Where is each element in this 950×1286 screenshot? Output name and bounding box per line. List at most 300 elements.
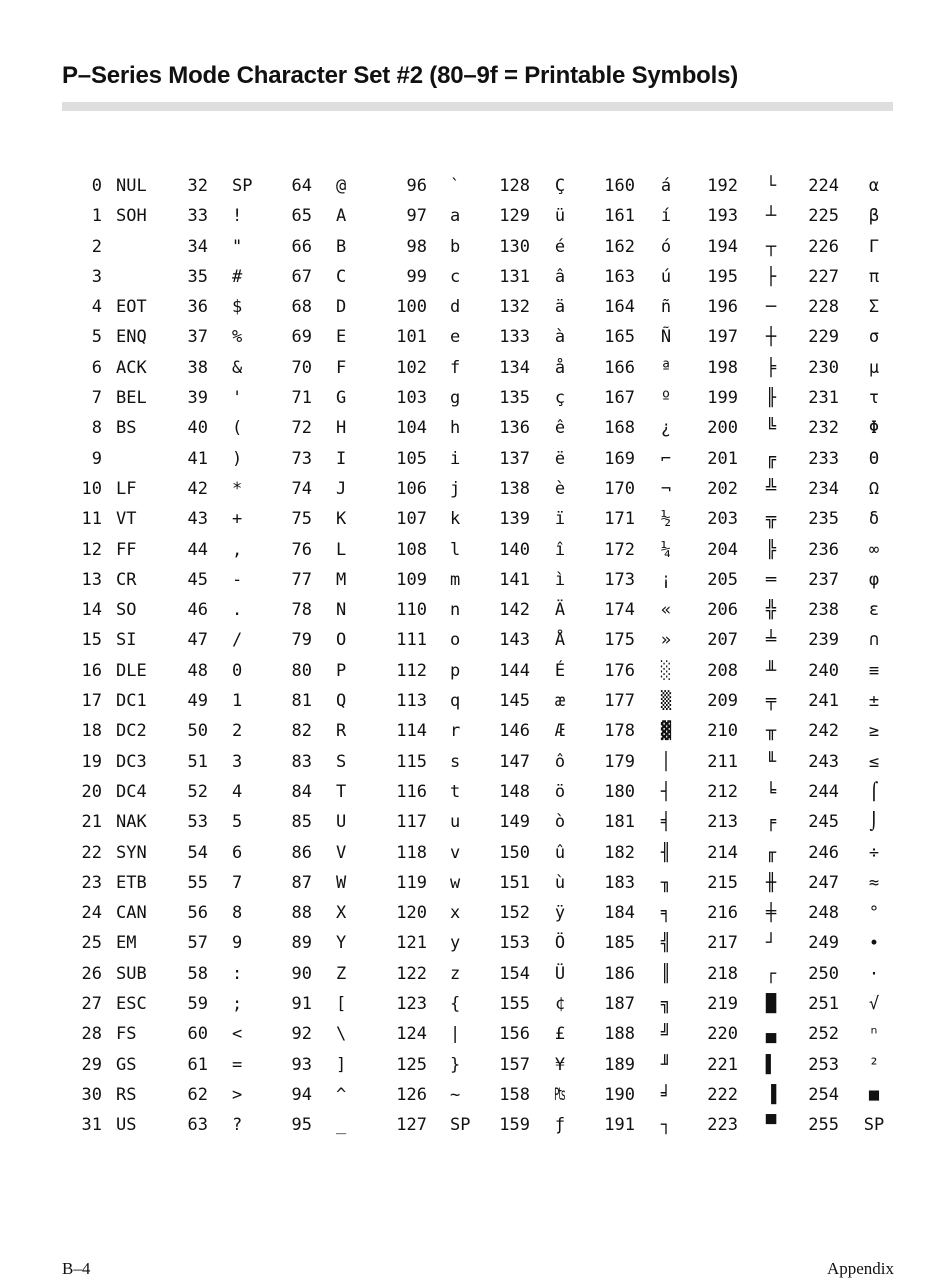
char-code: 21 <box>81 812 102 833</box>
char-symbol: ETB <box>116 872 147 893</box>
char-symbol: ç <box>554 388 566 409</box>
char-code: 36 <box>187 297 208 318</box>
char-symbol: 6 <box>232 842 243 863</box>
table-row <box>62 444 892 474</box>
char-symbol: ⁿ <box>868 1024 880 1045</box>
char-symbol: ) <box>232 448 243 469</box>
char-code: 214 <box>707 842 738 863</box>
char-symbol: í <box>660 206 672 227</box>
char-code: 131 <box>499 266 530 287</box>
char-code: 210 <box>707 721 738 742</box>
char-code: 102 <box>396 357 427 378</box>
char-code: 158 <box>499 1084 530 1105</box>
char-symbol: DC2 <box>116 721 147 742</box>
char-code: 65 <box>291 206 312 227</box>
char-code: 76 <box>291 539 312 560</box>
char-code: 112 <box>396 660 427 681</box>
char-code: 44 <box>187 539 208 560</box>
char-code: 22 <box>81 842 102 863</box>
char-code: 3 <box>91 266 102 287</box>
char-symbol: ╡ <box>660 812 672 833</box>
char-code: 251 <box>808 994 839 1015</box>
char-code: 45 <box>187 569 208 590</box>
char-symbol: ì <box>554 569 566 590</box>
char-symbol: ₧ <box>554 1084 566 1105</box>
table-row <box>62 1050 892 1080</box>
char-symbol: DLE <box>116 660 147 681</box>
char-symbol: # <box>232 266 243 287</box>
char-code: 52 <box>187 781 208 802</box>
char-code: 17 <box>81 691 102 712</box>
char-code: 103 <box>396 388 427 409</box>
char-symbol: ┼ <box>765 327 777 348</box>
char-symbol: C <box>336 266 347 287</box>
footer-section-label: Appendix <box>826 1259 894 1278</box>
char-code: 242 <box>808 721 839 742</box>
char-symbol: ⌡ <box>868 812 880 833</box>
char-symbol: 0 <box>232 660 243 681</box>
char-code: 139 <box>499 509 530 530</box>
char-code: 49 <box>187 691 208 712</box>
char-code: 201 <box>707 448 738 469</box>
char-code: 119 <box>396 872 427 893</box>
char-code: 31 <box>81 1115 102 1136</box>
char-code: 73 <box>291 448 312 469</box>
char-code: 240 <box>808 660 839 681</box>
char-code: 86 <box>291 842 312 863</box>
char-code: 241 <box>808 691 839 712</box>
char-symbol: ▄ <box>765 1024 777 1045</box>
char-code: 70 <box>291 357 312 378</box>
char-symbol: î <box>554 539 566 560</box>
char-symbol: . <box>232 600 243 621</box>
char-symbol: X <box>336 903 347 924</box>
char-symbol: ENQ <box>116 327 147 348</box>
char-symbol: [ <box>336 994 347 1015</box>
char-symbol: F <box>336 357 347 378</box>
char-symbol: ò <box>554 812 566 833</box>
char-symbol: ╔ <box>765 448 777 469</box>
char-code: 6 <box>91 357 102 378</box>
char-code: 83 <box>291 751 312 772</box>
char-code: 12 <box>81 539 102 560</box>
char-code: 62 <box>187 1084 208 1105</box>
char-symbol: SP <box>232 176 253 196</box>
char-symbol: m <box>450 569 461 590</box>
char-code: 211 <box>707 751 738 772</box>
char-symbol: ╢ <box>660 842 672 863</box>
char-code: 159 <box>499 1115 530 1136</box>
char-symbol: σ <box>868 327 880 348</box>
char-symbol: ± <box>868 691 880 712</box>
char-code: 190 <box>604 1084 635 1105</box>
char-code: 7 <box>91 388 102 409</box>
char-symbol: ¡ <box>660 569 672 590</box>
char-symbol: ╬ <box>765 600 777 621</box>
char-symbol: s <box>450 751 461 772</box>
char-symbol: l <box>450 539 461 560</box>
table-row <box>62 686 892 716</box>
char-code: 94 <box>291 1084 312 1105</box>
char-symbol: ° <box>868 903 880 924</box>
char-symbol: ┴ <box>765 206 777 227</box>
char-symbol: 4 <box>232 781 243 802</box>
char-symbol: & <box>232 357 243 378</box>
char-code: 234 <box>808 478 839 499</box>
char-symbol: ¢ <box>554 994 566 1015</box>
char-code: 129 <box>499 206 530 227</box>
char-symbol: u <box>450 812 461 833</box>
char-code: 182 <box>604 842 635 863</box>
char-code: 135 <box>499 388 530 409</box>
table-row <box>62 747 892 777</box>
char-code: 34 <box>187 236 208 257</box>
char-code: 40 <box>187 418 208 439</box>
char-symbol: SUB <box>116 963 147 984</box>
char-code: 188 <box>604 1024 635 1045</box>
char-code: 106 <box>396 478 427 499</box>
char-code: 96 <box>406 176 427 196</box>
char-symbol: └ <box>765 176 777 196</box>
char-symbol: M <box>336 569 347 590</box>
char-symbol: Å <box>554 630 566 651</box>
char-symbol: * <box>232 478 243 499</box>
char-code: 19 <box>81 751 102 772</box>
char-code: 87 <box>291 872 312 893</box>
char-code: 176 <box>604 660 635 681</box>
char-symbol: ┘ <box>765 933 777 954</box>
char-symbol: ∩ <box>868 630 880 651</box>
table-row <box>62 1019 892 1049</box>
char-code: 209 <box>707 691 738 712</box>
char-code: 79 <box>291 630 312 651</box>
char-code: 39 <box>187 388 208 409</box>
char-code: 4 <box>91 297 102 318</box>
table-row <box>62 292 892 322</box>
char-symbol: j <box>450 478 461 499</box>
char-code: 222 <box>707 1084 738 1105</box>
char-code: 97 <box>406 206 427 227</box>
char-code: 8 <box>91 418 102 439</box>
char-symbol: SO <box>116 600 137 621</box>
char-symbol: SI <box>116 630 137 651</box>
char-symbol: ( <box>232 418 243 439</box>
char-code: 85 <box>291 812 312 833</box>
char-code: 68 <box>291 297 312 318</box>
char-symbol: 2 <box>232 721 243 742</box>
char-code: 205 <box>707 569 738 590</box>
char-code: 235 <box>808 509 839 530</box>
char-code: 126 <box>396 1084 427 1105</box>
char-symbol: { <box>450 994 461 1015</box>
char-symbol: ╣ <box>660 933 672 954</box>
char-symbol: π <box>868 266 880 287</box>
char-code: 93 <box>291 1054 312 1075</box>
char-code: 95 <box>291 1115 312 1136</box>
char-code: 170 <box>604 478 635 499</box>
char-symbol: ÿ <box>554 903 566 924</box>
char-code: 185 <box>604 933 635 954</box>
char-code: 157 <box>499 1054 530 1075</box>
char-code: 47 <box>187 630 208 651</box>
char-code: 90 <box>291 963 312 984</box>
char-symbol: Ö <box>554 933 566 954</box>
char-code: 161 <box>604 206 635 227</box>
char-symbol: % <box>232 327 243 348</box>
char-symbol: ╩ <box>765 478 777 499</box>
char-symbol: : <box>232 963 243 984</box>
char-code: 202 <box>707 478 738 499</box>
char-code: 248 <box>808 903 839 924</box>
char-code: 143 <box>499 630 530 651</box>
char-symbol: Æ <box>554 721 566 742</box>
char-code: 60 <box>187 1024 208 1045</box>
char-symbol: ESC <box>116 994 147 1015</box>
char-code: 146 <box>499 721 530 742</box>
char-code: 110 <box>396 600 427 621</box>
char-code: 145 <box>499 691 530 712</box>
char-symbol: Q <box>336 691 347 712</box>
char-symbol: f <box>450 357 461 378</box>
char-symbol: CAN <box>116 903 147 924</box>
table-row <box>62 989 892 1019</box>
char-code: 168 <box>604 418 635 439</box>
char-symbol: â <box>554 266 566 287</box>
char-symbol: ACK <box>116 357 147 378</box>
char-code: 127 <box>396 1115 427 1136</box>
char-code: 26 <box>81 963 102 984</box>
char-symbol: N <box>336 600 347 621</box>
char-code: 57 <box>187 933 208 954</box>
char-symbol: α <box>868 176 880 196</box>
char-symbol: Σ <box>868 297 880 318</box>
char-symbol: x <box>450 903 461 924</box>
char-symbol: RS <box>116 1084 137 1105</box>
char-code: 192 <box>707 176 738 196</box>
table-row <box>62 807 892 837</box>
char-symbol: Ç <box>554 176 566 196</box>
char-symbol: ├ <box>765 266 777 287</box>
char-symbol: } <box>450 1054 461 1075</box>
char-symbol: δ <box>868 509 880 530</box>
char-symbol: τ <box>868 388 880 409</box>
char-code: 229 <box>808 327 839 348</box>
char-symbol: ╠ <box>765 539 777 560</box>
char-code: 233 <box>808 448 839 469</box>
char-symbol: T <box>336 781 347 802</box>
char-symbol: ╪ <box>765 903 777 924</box>
char-code: 84 <box>291 781 312 802</box>
char-code: 162 <box>604 236 635 257</box>
char-code: 9 <box>91 448 102 469</box>
char-symbol: Θ <box>868 448 880 469</box>
char-symbol: 8 <box>232 903 243 924</box>
char-symbol: Y <box>336 933 347 954</box>
char-symbol: GS <box>116 1054 137 1075</box>
char-symbol: I <box>336 448 347 469</box>
char-code: 69 <box>291 327 312 348</box>
char-symbol: Ü <box>554 963 566 984</box>
char-code: 142 <box>499 600 530 621</box>
char-symbol: æ <box>554 691 566 712</box>
table-row <box>62 716 892 746</box>
char-symbol: à <box>554 327 566 348</box>
char-symbol: ⌠ <box>868 781 880 802</box>
char-symbol: ë <box>554 448 566 469</box>
char-symbol: ▒ <box>660 691 672 712</box>
char-code: 238 <box>808 600 839 621</box>
char-symbol: ╜ <box>660 1054 672 1075</box>
char-symbol: FS <box>116 1024 137 1045</box>
table-row <box>62 383 892 413</box>
char-symbol: ≡ <box>868 660 880 681</box>
char-code: 171 <box>604 509 635 530</box>
char-symbol: ╓ <box>765 842 777 863</box>
table-row <box>62 474 892 504</box>
char-code: 46 <box>187 600 208 621</box>
char-symbol: ö <box>554 781 566 802</box>
char-code: 196 <box>707 297 738 318</box>
char-symbol: c <box>450 266 461 287</box>
char-code: 113 <box>396 691 427 712</box>
char-code: 165 <box>604 327 635 348</box>
char-symbol: ï <box>554 509 566 530</box>
char-code: 10 <box>81 478 102 499</box>
char-symbol: VT <box>116 509 137 530</box>
char-code: 155 <box>499 994 530 1015</box>
char-code: 51 <box>187 751 208 772</box>
char-symbol: │ <box>660 751 672 772</box>
char-symbol: ╦ <box>765 509 777 530</box>
char-symbol: ┬ <box>765 236 777 257</box>
char-code: 206 <box>707 600 738 621</box>
char-code: 148 <box>499 781 530 802</box>
char-code: 107 <box>396 509 427 530</box>
table-row <box>62 201 892 231</box>
char-code: 111 <box>396 630 427 651</box>
char-symbol: ê <box>554 418 566 439</box>
char-code: 27 <box>81 994 102 1015</box>
char-code: 167 <box>604 388 635 409</box>
char-symbol: < <box>232 1024 243 1045</box>
char-code: 138 <box>499 478 530 499</box>
char-symbol: « <box>660 600 672 621</box>
char-code: 232 <box>808 418 839 439</box>
table-row <box>62 838 892 868</box>
char-symbol: a <box>450 206 461 227</box>
char-symbol: $ <box>232 297 243 318</box>
char-symbol: d <box>450 297 461 318</box>
char-symbol: J <box>336 478 347 499</box>
char-code: 150 <box>499 842 530 863</box>
char-code: 120 <box>396 903 427 924</box>
table-row <box>62 625 892 655</box>
char-code: 89 <box>291 933 312 954</box>
char-code: 215 <box>707 872 738 893</box>
char-code: 163 <box>604 266 635 287</box>
char-symbol: ▌ <box>765 1054 777 1075</box>
char-code: 137 <box>499 448 530 469</box>
char-symbol: µ <box>868 357 880 378</box>
char-symbol: É <box>554 660 566 681</box>
char-code: 193 <box>707 206 738 227</box>
char-code: 55 <box>187 872 208 893</box>
char-code: 1 <box>91 206 102 227</box>
char-symbol: ╛ <box>660 1084 672 1105</box>
char-code: 58 <box>187 963 208 984</box>
char-code: 213 <box>707 812 738 833</box>
char-symbol: á <box>660 176 672 196</box>
char-symbol: H <box>336 418 347 439</box>
char-symbol: CR <box>116 569 137 590</box>
char-code: 151 <box>499 872 530 893</box>
char-code: 35 <box>187 266 208 287</box>
char-symbol: ▐ <box>765 1084 777 1105</box>
char-symbol: r <box>450 721 461 742</box>
char-code: 108 <box>396 539 427 560</box>
char-code: 244 <box>808 781 839 802</box>
char-symbol: L <box>336 539 347 560</box>
char-symbol: E <box>336 327 347 348</box>
char-code: 132 <box>499 297 530 318</box>
char-code: 92 <box>291 1024 312 1045</box>
table-row <box>62 959 892 989</box>
char-code: 2 <box>91 236 102 257</box>
char-symbol: " <box>232 236 243 257</box>
char-code: 0 <box>91 176 102 196</box>
char-symbol: w <box>450 872 461 893</box>
char-symbol: SP <box>863 1115 885 1136</box>
char-symbol: US <box>116 1115 137 1136</box>
char-code: 169 <box>604 448 635 469</box>
char-code: 227 <box>808 266 839 287</box>
char-code: 11 <box>81 509 102 530</box>
char-code: 24 <box>81 903 102 924</box>
char-code: 216 <box>707 903 738 924</box>
char-code: 118 <box>396 842 427 863</box>
char-code: 197 <box>707 327 738 348</box>
char-symbol: \ <box>336 1024 347 1045</box>
char-code: 250 <box>808 963 839 984</box>
char-code: 63 <box>187 1115 208 1136</box>
char-symbol: DC3 <box>116 751 147 772</box>
char-code: 136 <box>499 418 530 439</box>
char-symbol: ] <box>336 1054 347 1075</box>
char-code: 115 <box>396 751 427 772</box>
char-symbol: ù <box>554 872 566 893</box>
char-code: 117 <box>396 812 427 833</box>
char-code: 122 <box>396 963 427 984</box>
char-code: 249 <box>808 933 839 954</box>
char-symbol: b <box>450 236 461 257</box>
char-code: 231 <box>808 388 839 409</box>
char-code: 20 <box>81 781 102 802</box>
table-row <box>62 595 892 625</box>
char-code: 75 <box>291 509 312 530</box>
char-symbol: 5 <box>232 812 243 833</box>
char-code: 180 <box>604 781 635 802</box>
char-symbol: ╤ <box>765 691 777 712</box>
char-code: 166 <box>604 357 635 378</box>
char-symbol: ┌ <box>765 963 777 984</box>
char-symbol: | <box>450 1024 461 1045</box>
char-symbol: £ <box>554 1024 566 1045</box>
char-symbol: ≥ <box>868 721 880 742</box>
char-symbol: ó <box>660 236 672 257</box>
char-symbol: R <box>336 721 347 742</box>
char-symbol: ∞ <box>868 539 880 560</box>
char-code: 149 <box>499 812 530 833</box>
